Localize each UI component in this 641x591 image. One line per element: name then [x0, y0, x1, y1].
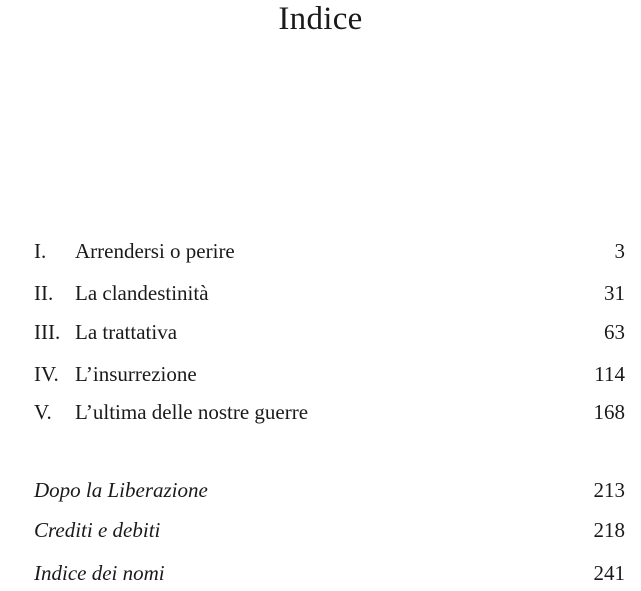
chapter-title: L’ultima delle nostre guerre — [75, 400, 309, 424]
appendix-title: Dopo la Liberazione — [34, 478, 208, 502]
toc-entry-chapter-4 — [0, 360, 641, 388]
chapter-title: L’insurrezione — [75, 362, 197, 386]
page-number: 241 — [593, 561, 625, 585]
page-title: Indice — [278, 1, 363, 37]
chapter-number: V. — [34, 400, 52, 424]
page-number: 31 — [604, 281, 625, 305]
toc-entry-appendix-1 — [0, 476, 641, 504]
chapter-title: La trattativa — [75, 320, 178, 344]
toc-entry-appendix-2 — [0, 516, 641, 544]
page-number: 218 — [593, 518, 625, 542]
chapter-title: Arrendersi o perire — [75, 239, 235, 263]
appendix-title: Crediti e debiti — [34, 518, 161, 542]
page-number: 168 — [593, 400, 625, 424]
chapter-number: IV. — [34, 362, 59, 386]
toc-entry-chapter-5 — [0, 398, 641, 426]
appendix-title: Indice dei nomi — [34, 561, 165, 585]
page-number: 213 — [593, 478, 625, 502]
chapter-number: III. — [34, 320, 61, 344]
toc-entry-chapter-1 — [0, 237, 641, 265]
chapter-number: II. — [34, 281, 54, 305]
page-number: 63 — [604, 320, 625, 344]
toc-entry-appendix-3 — [0, 559, 641, 587]
chapter-title: La clandestinità — [75, 281, 209, 305]
toc-entry-chapter-2 — [0, 279, 641, 307]
page-number: 114 — [594, 362, 625, 386]
page-number: 3 — [614, 239, 625, 263]
toc-entry-chapter-3 — [0, 318, 641, 346]
chapter-number: I. — [34, 239, 47, 263]
